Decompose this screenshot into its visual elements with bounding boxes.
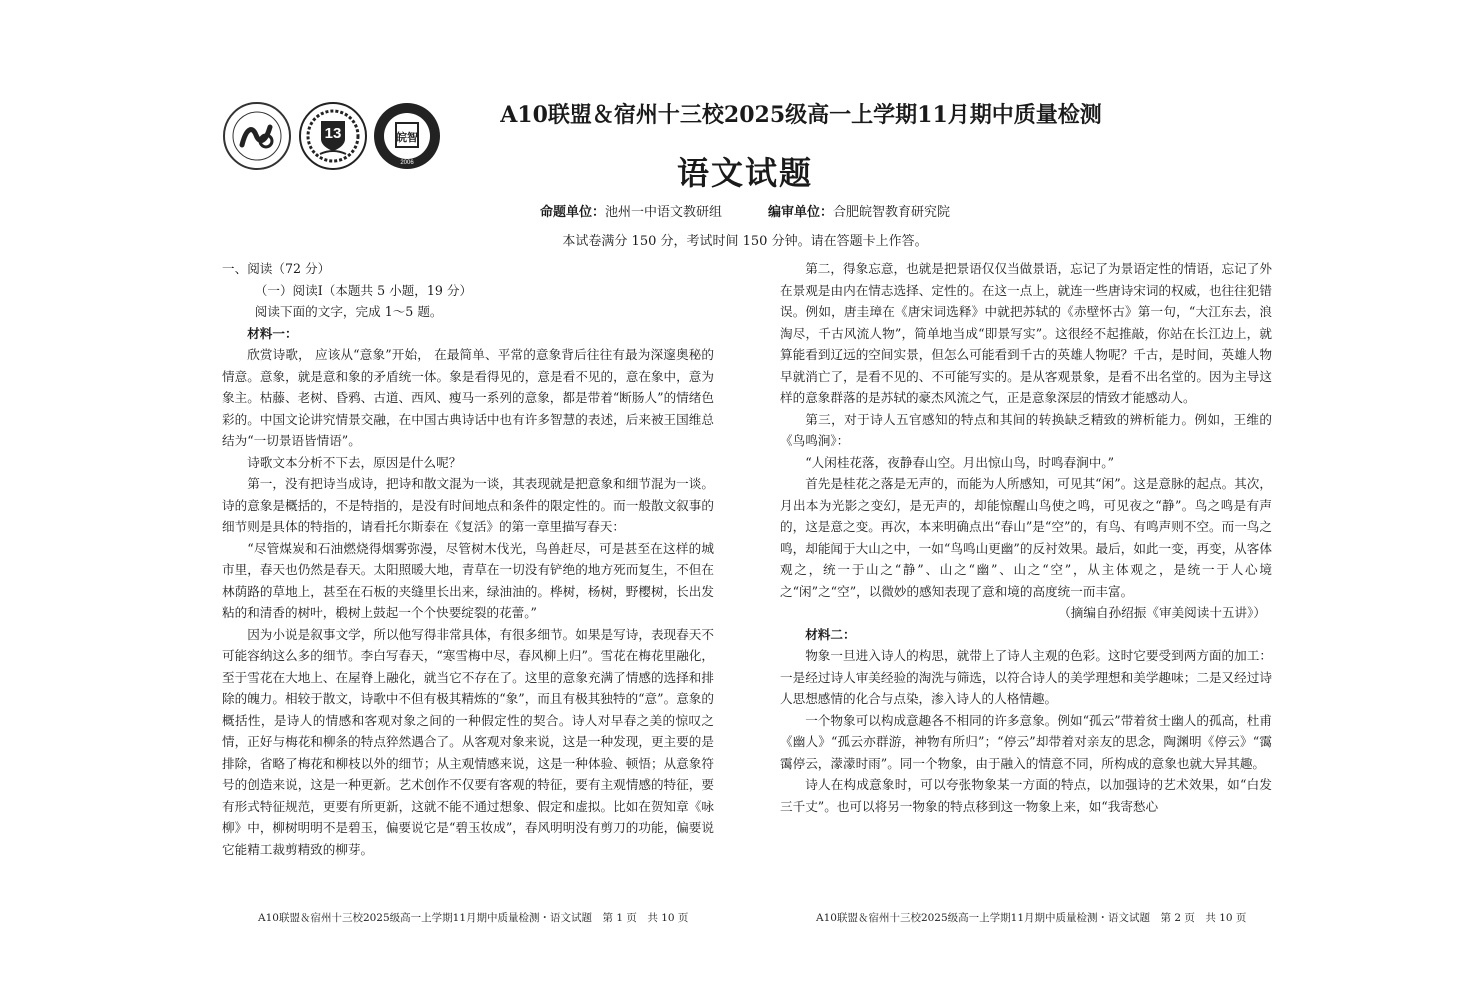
section-heading: 一、阅读（72 分）: [222, 261, 331, 276]
paragraph: 第三，对于诗人五官感知的特点和其间的转换缺乏精致的辨析能力。例如，王维的《鸟鸣涧》：: [780, 411, 1272, 448]
alliance-logo: [222, 101, 292, 171]
svg-text:皖智: 皖智: [396, 131, 418, 144]
right-column: [780, 258, 1272, 817]
paragraph: 诗人在构成意象时，可以夸张物象某一方面的特点，以加强诗的艺术效果，如“白发三千丈”。也可以将另一物象的特点移到这一物象上来，如“我寄愁心: [780, 777, 1272, 814]
instruction: 阅读下面的文字，完成 1～5 题。: [254, 304, 443, 319]
paragraph: 诗歌文本分析不下去，原因是什么呢？: [247, 454, 462, 470]
header-logos: [222, 101, 444, 171]
page-footer-left: A10联盟＆宿州十三校2025级高一上学期11月期中质量检测・语文试题 第 1 页 共 10 页: [258, 912, 689, 924]
suzhou-13-logo: [298, 101, 368, 171]
left-column: [222, 258, 714, 860]
exam-subtitle: 语文试题: [676, 154, 813, 192]
page-footer-right: A10联盟＆宿州十三校2025级高一上学期11月期中质量检测・语文试题 第 2 页 共 10 页: [816, 912, 1247, 924]
paragraph: 一个物象可以构成意趣各不相同的许多意象。例如“孤云”带着贫士幽人的孤高，杜甫《幽人》“孤云亦群游，神物有所归”；“停云”却带着对亲友的思念，陶渊明《停云》“霭霭停云，濛濛时雨”。同一个物象，由于融入的情意不同，所构成的意象也就大异其趣。: [780, 712, 1272, 771]
paragraph: 首先是桂花之落是无声的，而能为人所感知，可见其“闲”。这是意脉的起点。其次，月出本为光影之变幻，是无声的，却能惊醒山鸟使之鸣，可见夜之“静”。鸟之鸣是有声的，这是意之变。再次，本来明确点出“春山”是“空”的，有鸟、有鸣声则不空。而一鸟之鸣，却能闻于大山之中，一如“鸟鸣山更幽”的反衬效果。最后，如此一变，再变，从客体观之，统一于山之“静”、山之“幽”、山之“空”，从主体观之，是统一于人心境之“闲”之“空”，以微妙的感知表现了意和境的高度统一而丰富。: [780, 476, 1272, 599]
unit-info: [440, 201, 1050, 220]
svg-text:2006: 2006: [400, 160, 414, 166]
unit-value-1: 池州一中语文教研组: [604, 205, 722, 220]
paragraph: 因为小说是叙事文学，所以他写得非常具体，有很多细节。如果是写诗，表现春天不可能容纳这么多的细节。李白写春天，“寒雪梅中尽，春风柳上归”。雪花在梅花里融化，至于雪花在大地上、在屋脊上融化，就当它不存在了。这里的意象充满了情感的选择和排除的魄力。相较于散文，诗歌中不但有极其精炼的“象”，而且有极其独特的“意”。意象的概括性，是诗人的情感和客观对象之间的一种假定性的契合。诗人对早春之美的惊叹之情，正好与梅花和柳条的特点猝然遇合了。从客观对象来说，这是一种发现，更主要的是排除，省略了梅花和柳枝以外的细节；从主观情感来说，这是一种体验、顿悟；从意象符号的创造来说，这是一种更新。艺术创作不仅要有客观的特征，要有主观情感的特征，要有形式特征规范，更要有所更新，这就不能不通过想象、假定和虚拟。比如在贺知章《咏柳》中，柳树明明不是碧玉，偏要说它是“碧玉妆成”，春风明明没有剪刀的功能，偏要说它能精工裁剪精致的柳芽。: [222, 626, 714, 857]
paragraph: 第一，没有把诗当成诗，把诗和散文混为一谈，其表现就是把意象和细节混为一谈。诗的意象是概括的，不是特指的，是没有时间地点和条件的限定性的。而一般散文叙事的细节则是具体的特指的，请看托尔斯泰在《复活》的第一章里描写春天：: [222, 476, 714, 534]
paragraph: 第二，得象忘意，也就是把景语仅仅当做景语，忘记了为景语定性的情语，忘记了外在景观是由内在情志选择、定性的。在这一点上，就连一些唐诗宋词的权威，也往往犯错误。例如，唐圭璋在《唐宋词选释》中就把苏轼的《赤壁怀古》第一句，“大江东去，浪淘尽，千古风流人物”，简单地当成“即景写实”。这很经不起推敲，你站在长江边上，就算能看到辽远的空间实景，但怎么可能看到千古的英雄人物呢？千古，是时间，英雄人物早就消亡了，是看不见的、不可能写实的。是从客观景象，是看不出名堂的。因为主导这样的意象群落的是苏轼的豪杰风流之气，正是意象深层的情致才能感动人。: [780, 261, 1272, 405]
paragraph: 欣赏诗歌， 应该从“意象”开始， 在最简单、平常的意象背后往往有最为深邃奥秘的情意。意象，就是意和象的矛盾统一体。象是看得见的，意是看不见的，意在象中，意为象主。枯藤、老树、昏鸦、古道、西风、瘦马一系列的意象，都是带着“断肠人”的情绪色彩的。中国文论讲究情景交融，在中国古典诗话中也有许多智慧的表述，后来被王国维总结为“一切景语皆情语”。: [222, 347, 714, 448]
exam-notice: 本试卷满分 150 分，考试时间 150 分钟。请在答题卡上作答。: [562, 234, 928, 249]
material-two-label: 材料二：: [805, 626, 856, 642]
exam-title: A10联盟＆宿州十三校2025级高一上学期11月期中质量检测: [500, 102, 1102, 128]
poem-quote: “人闲桂花落，夜静春山空。月出惊山鸟，时鸣春涧中。”: [805, 454, 1115, 470]
material-one-label: 材料一：: [247, 325, 298, 341]
source-citation: （摘编自孙绍振《审美阅读十五讲》）: [1058, 605, 1266, 620]
unit-label-2: 编审单位：: [768, 205, 834, 220]
svg-text:13: 13: [324, 125, 342, 142]
unit-label-1: 命题单位：: [539, 205, 605, 220]
subsection-heading: （一）阅读Ⅰ（本题共 5 小题，19 分）: [254, 282, 473, 298]
unit-value-2: 合肥皖智教育研究院: [833, 205, 951, 220]
wanzhi-logo: [372, 101, 442, 171]
quote-paragraph: “尽管煤炭和石油燃烧得烟雾弥漫，尽管树木伐光，鸟兽赶尽，可是甚至在这样的城市里，春天也仍然是春天。太阳照暖大地，青草在一切没有铲绝的地方死而复生，不但在林荫路的草地上，甚至在石板的夹缝里长出来，绿油油的。桦树，杨树，野樱树，长出发粘的和清香的树叶，椴树上鼓起一个个快要绽裂的花蕾。”: [222, 540, 714, 620]
paragraph: 物象一旦进入诗人的构思，就带上了诗人主观的色彩。这时它要受到两方面的加工：一是经过诗人审美经验的淘洗与筛选，以符合诗人的美学理想和美学趣味；二是又经过诗人思想感情的化合与点染，渗入诗人的人格情趣。: [780, 648, 1272, 706]
